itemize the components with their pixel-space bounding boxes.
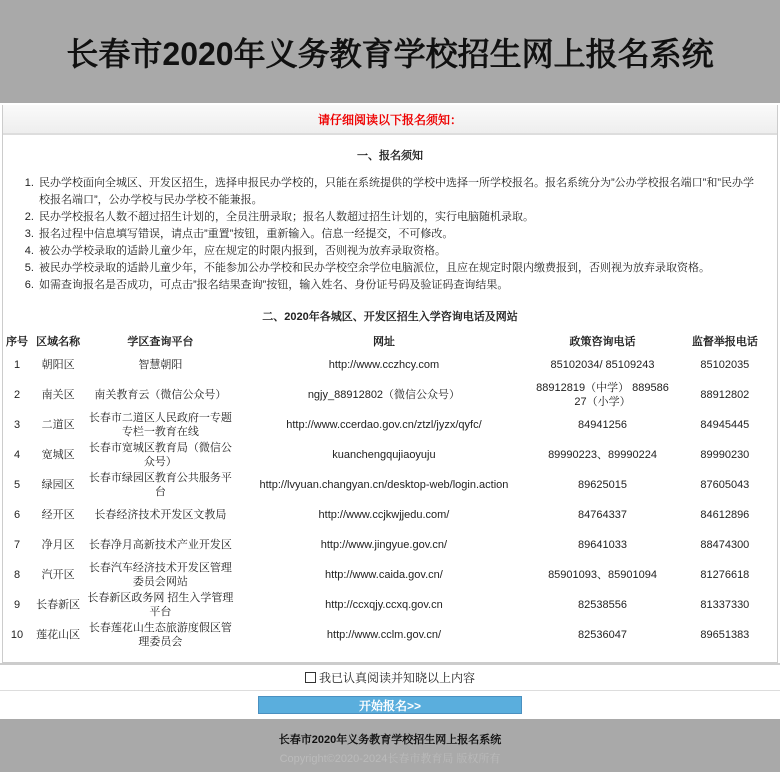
content-box [2, 105, 778, 663]
policy-phone: 88912819（中学） 88958627（小学） [536, 382, 669, 408]
section2-title: 二、2020年各城区、开发区招生入学咨询电话及网站 [262, 311, 518, 323]
table-row [3, 350, 777, 380]
column-header: 政策咨询电话 [569, 336, 636, 348]
platform-name: 长春新区政务网 招生入学管理平台 [87, 592, 234, 618]
district-name: 长春新区 [36, 599, 81, 611]
row-index: 1 [13, 359, 21, 371]
policy-phone: 82538556 [578, 599, 627, 611]
row-index: 10 [10, 629, 24, 641]
start-registration-button[interactable]: 开始报名>> [258, 696, 522, 714]
rule-item: 4. 被公办学校录取的适龄儿童少年，应在规定的时限内报到，否则视为放弃录取资格。 [37, 243, 763, 260]
district-table [3, 332, 777, 650]
policy-phone: 84941256 [578, 419, 627, 431]
rule-item: 3. 报名过程中信息填写错误，请点击”重置”按钮，重新输入。信息一经提交，不可修改。 [37, 226, 763, 243]
platform-name: 长春市二道区人民政府一专题专栏一教育在线 [88, 412, 232, 438]
section1-title: 一、报名须知 [357, 150, 423, 162]
footer-title: 长春市2020年义务教育学校招生网上报名系统 [278, 734, 502, 746]
table-row [3, 410, 777, 440]
agree-checkbox[interactable] [305, 672, 316, 683]
district-name: 净月区 [41, 539, 75, 551]
agree-area [0, 663, 780, 719]
column-header: 学区查询平台 [127, 336, 194, 348]
supervision-phone: 84945445 [700, 419, 750, 431]
row-index: 5 [13, 479, 21, 491]
website: ngjy_88912802（微信公众号） [307, 389, 461, 401]
footer [0, 719, 780, 772]
policy-phone: 85102034/ 85109243 [550, 359, 655, 371]
district-name: 宽城区 [41, 449, 75, 461]
page-header [0, 0, 780, 103]
policy-phone: 89641033 [578, 539, 627, 551]
rule-item: 5. 被民办学校录取的适龄儿童少年，不能参加公办学校和民办学校空余学位电脑派位，且应在规定时限内缴费报到，否则视为放弃录取资格。 [37, 260, 763, 277]
agree-checkbox-row[interactable] [0, 665, 780, 691]
footer-copyright: Copyright©2020-2024长春市教育局 版权所有 [279, 753, 501, 765]
row-index: 3 [13, 419, 21, 431]
rule-item: 1. 民办学校面向全城区、开发区招生，选择申报民办学校的，只能在系统提供的学校中选择一所学校报名。报名系统分为”公办学校报名端口”和”民办学校报名端口”，公办学校与民办学校不能兼报。 [37, 175, 763, 209]
platform-name: 智慧朝阳 [138, 359, 183, 371]
website: kuanchengqujiaoyuju [332, 449, 436, 461]
district-name: 经开区 [41, 509, 75, 521]
district-name: 南关区 [41, 389, 75, 401]
district-name: 汽开区 [41, 569, 75, 581]
supervision-phone: 85102035 [700, 359, 750, 371]
supervision-phone: 84612896 [700, 509, 750, 521]
platform-name: 南关教育云（微信公众号） [94, 389, 227, 401]
table-row [3, 470, 777, 500]
supervision-phone: 87605043 [700, 479, 750, 491]
website: http://lvyuan.changyan.cn/desktop-web/login.action [259, 479, 509, 491]
rule-item: 6. 如需查询报名是否成功，可点击”报名结果查询”按钮，输入姓名、身份证号码及验证码查询结果。 [37, 277, 763, 294]
platform-name: 长春莲花山生态旅游度假区管理委员会 [88, 622, 232, 648]
page-title: 长春市2020年义务教育学校招生网上报名系统 [66, 35, 714, 72]
table-row [3, 500, 777, 530]
website: http://ccxqjy.ccxq.gov.cn [325, 599, 443, 611]
row-index: 9 [13, 599, 21, 611]
website: http://www.ccerdao.gov.cn/ztzl/jyzx/qyfc/ [286, 419, 482, 431]
row-index: 2 [13, 389, 21, 401]
website: http://www.caida.gov.cn/ [325, 569, 443, 581]
website: http://www.jingyue.gov.cn/ [320, 539, 448, 551]
column-header: 区域名称 [36, 336, 81, 348]
table-row [3, 440, 777, 470]
table-row [3, 380, 777, 410]
supervision-phone: 88912802 [700, 389, 750, 401]
district-name: 二道区 [41, 419, 75, 431]
supervision-phone: 88474300 [700, 539, 750, 551]
notice-banner: 请仔细阅读以下报名须知： [3, 105, 777, 135]
row-index: 6 [13, 509, 21, 521]
policy-phone: 82536047 [578, 629, 627, 641]
table-row [3, 590, 777, 620]
policy-phone: 84764337 [578, 509, 627, 521]
column-header: 序号 [6, 336, 29, 348]
supervision-phone: 81337330 [700, 599, 750, 611]
row-index: 4 [13, 449, 21, 461]
platform-name: 长春市宽城区教育局（微信公众号） [88, 442, 232, 468]
district-name: 朝阳区 [41, 359, 75, 371]
column-header: 监督举报电话 [691, 336, 758, 348]
supervision-phone: 89651383 [700, 629, 750, 641]
table-row [3, 530, 777, 560]
platform-name: 长春汽车经济技术开发区管理委员会网站 [88, 562, 232, 588]
rule-item: 2. 民办学校报名人数不超过招生计划的，全员注册录取；报名人数超过招生计划的，实行电脑随机录取。 [37, 209, 763, 226]
column-header: 网址 [372, 336, 395, 348]
policy-phone: 85901093、85901094 [548, 569, 657, 581]
supervision-phone: 81276618 [700, 569, 750, 581]
agree-label[interactable]: 我已认真阅读并知晓以上内容 [318, 671, 475, 685]
rules-list [37, 175, 763, 294]
website: http://www.ccjkwjjedu.com/ [318, 509, 450, 521]
row-index: 8 [13, 569, 21, 581]
row-index: 7 [13, 539, 21, 551]
platform-name: 长春净月高新技术产业开发区 [88, 539, 232, 551]
district-name: 绿园区 [41, 479, 75, 491]
website: http://www.cczhcy.com [328, 359, 440, 371]
website: http://www.cclm.gov.cn/ [326, 629, 441, 641]
policy-phone: 89625015 [578, 479, 627, 491]
supervision-phone: 89990230 [700, 449, 750, 461]
platform-name: 长春经济技术开发区文教局 [94, 509, 227, 521]
platform-name: 长春市绿园区教育公共服务平台 [88, 472, 232, 498]
table-row [3, 620, 777, 650]
table-row [3, 560, 777, 590]
policy-phone: 89990223、89990224 [548, 449, 657, 461]
district-name: 莲花山区 [36, 629, 81, 641]
